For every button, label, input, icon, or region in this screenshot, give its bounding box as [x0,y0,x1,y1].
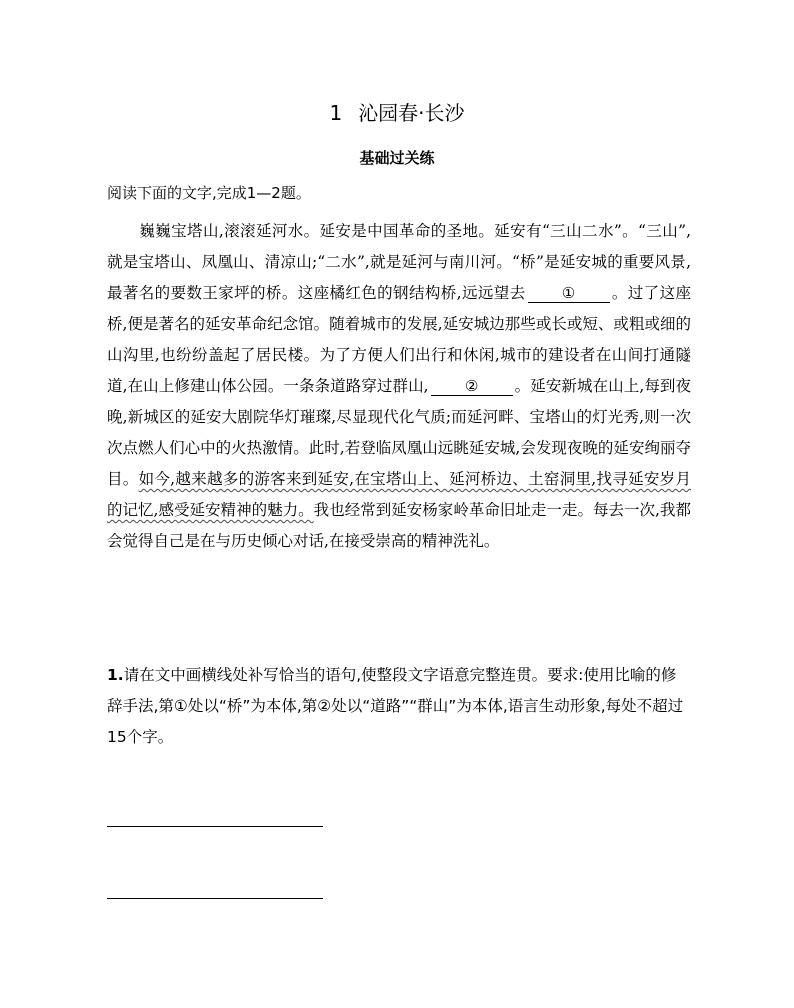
lesson-name: 沁园春·长沙 [358,101,465,125]
fill-blank-1[interactable]: ① [528,284,610,303]
question-number: 1. [107,666,124,684]
reading-instruction: 阅读下面的文字,完成1—2题。 [107,184,311,202]
passage-part-3: 。延安新城在山上,每到夜晚,新城区的延安大剧院华灯璀璨,尽显现代化气质;而延河畔、宝塔山的灯光秀,则一次次点燃人们心中的火热激情。此时,若登临凤凰山远眺延安城,会发现夜晚的延安绚丽夺目。 [107,377,691,488]
answer-line-2[interactable] [107,898,323,899]
passage-part-5: 我也经常到延安杨家岭革命旧址走一走。每去一次,我都会觉得自己是在与历史倾心对话,在接受崇高的精神洗礼。 [107,501,691,550]
section-heading: 基础过关练 [359,149,435,167]
answer-line-1[interactable] [107,826,323,827]
question-1 [107,660,691,753]
lesson-number: 1 [329,101,343,125]
question-text: 请在文中画横线处补写恰当的语句,使整段文字语意完整连贯。要求:使用比喻的修辞手法,第①处以“桥”为本体,第②处以“道路”“群山”为本体,语言生动形象,每处不超过15个字。 [107,666,684,746]
passage-part-2: 。过了这座桥,便是著名的延安革命纪念馆。随着城市的发展,延安城边那些或长或短、或粗或细的山沟里,也纷纷盖起了居民楼。为了方便人们出行和休闲,城市的建设者在山间打通隧道,在山上修建山体公园。一条条道路穿过群山, [107,284,691,395]
reading-passage [107,216,691,557]
passage-wavy-underlined: 如今,越来越多的游客来到延安,在宝塔山上、延河桥边、土窑洞里,找寻延安岁月的记忆,感受延安精神的魅力。 [107,470,691,519]
passage-part-1: 巍巍宝塔山,滚滚延河水。延安是中国革命的圣地。延安有“三山二水”。“三山”,就是宝塔山、凤凰山、清凉山;“二水”,就是延河与南川河。“桥”是延安城的重要风景,最著名的要数王家坪的桥。这座橘红色的钢结构桥,远远望去 [107,222,691,302]
fill-blank-2[interactable]: ② [431,377,513,396]
lesson-title [0,98,794,128]
